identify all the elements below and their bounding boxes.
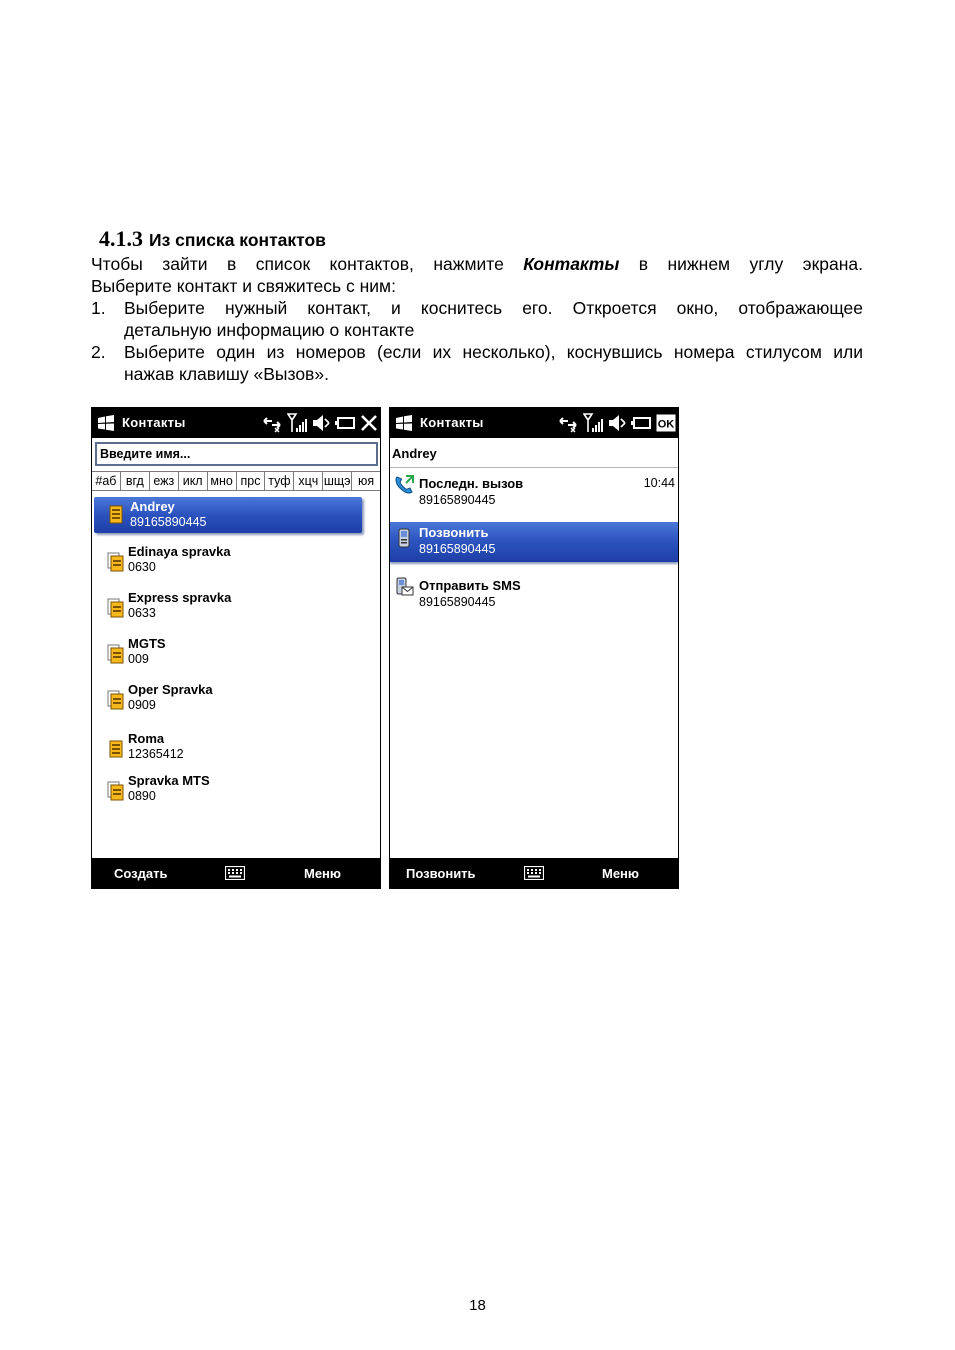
title-bar [390, 408, 678, 438]
list-text-cont: детальную информацию о контакте [124, 320, 415, 340]
call-softkey[interactable]: Позвонить [406, 866, 476, 881]
alpha-tab[interactable]: #аб [92, 472, 121, 490]
section-heading [99, 226, 326, 252]
alpha-tab[interactable]: юя [358, 474, 375, 488]
contact-item[interactable] [92, 731, 380, 771]
alpha-tab[interactable]: вгд [121, 472, 150, 490]
contact-card-icon [108, 505, 126, 525]
last-call-row[interactable] [390, 469, 678, 509]
contact-name: Express spravka [128, 590, 232, 605]
connectivity-icon[interactable] [262, 413, 282, 433]
contact-name: Andrey [130, 499, 175, 514]
sms-label: Отправить SMS [419, 578, 521, 593]
section-number: 4.1.3 [99, 226, 143, 251]
contact-card-icon [107, 690, 125, 710]
keyboard-icon[interactable] [225, 866, 245, 880]
connectivity-icon[interactable] [558, 413, 578, 433]
alpha-tab[interactable]: ежз [150, 472, 179, 490]
contact-name: Edinaya spravka [128, 544, 231, 559]
volume-muted-icon[interactable] [608, 413, 626, 433]
soft-key-bar [92, 858, 380, 888]
call-label: Позвонить [419, 525, 489, 540]
contact-phone: 89165890445 [130, 515, 207, 529]
mobile-phone-icon [393, 527, 415, 549]
contact-item[interactable] [92, 636, 380, 676]
contact-name: Oper Spravka [128, 682, 213, 697]
contacts-list-screen [91, 407, 381, 889]
contact-card-icon [107, 781, 125, 801]
windows-start-icon[interactable] [395, 415, 413, 431]
title-bar [92, 408, 380, 438]
intro-text: Чтобы зайти в список контактов, нажмите [91, 254, 524, 274]
list-number: 1. [91, 298, 106, 318]
close-icon[interactable] [360, 414, 378, 432]
page-number: 18 [469, 1297, 486, 1314]
app-title: Контакты [420, 415, 484, 430]
list-number: 2. [91, 342, 106, 362]
keyboard-icon[interactable] [524, 866, 544, 880]
contact-card-icon [107, 598, 125, 618]
menu-softkey[interactable]: Меню [602, 866, 640, 881]
divider [390, 467, 678, 468]
list-text-cont: нажав клавишу «Вызов». [124, 364, 329, 384]
app-title: Контакты [122, 415, 186, 430]
call-row-selected[interactable] [390, 522, 678, 562]
alpha-tab[interactable]: хцч [294, 472, 323, 490]
contact-item[interactable] [92, 773, 380, 813]
call-phone: 89165890445 [419, 542, 496, 556]
last-call-phone: 89165890445 [419, 493, 496, 507]
contact-card-icon [107, 644, 125, 664]
contact-card-icon [107, 739, 125, 759]
sms-phone: 89165890445 [419, 595, 496, 609]
contact-name-header: Andrey [392, 446, 437, 461]
contact-phone: 0909 [128, 698, 156, 712]
alphabet-filter-bar [92, 471, 380, 491]
soft-key-bar [390, 858, 678, 888]
contact-phone: 009 [128, 652, 149, 666]
volume-muted-icon[interactable] [312, 413, 330, 433]
intro-line-2: Выберите контакт и свяжитесь с ним: [91, 276, 396, 296]
list-text: Выберите нужный контакт, и коснитесь его. Откроется окно, отображающее [124, 298, 863, 318]
battery-icon[interactable] [631, 413, 651, 433]
intro-text-after: в нижнем углу экрана. [619, 254, 863, 274]
contact-phone: 0630 [128, 560, 156, 574]
contact-phone: 12365412 [128, 747, 184, 761]
contact-item[interactable] [92, 544, 380, 584]
signal-strength-icon[interactable] [583, 413, 603, 433]
contact-phone: 0633 [128, 606, 156, 620]
contact-item[interactable] [92, 590, 380, 630]
contact-name: MGTS [128, 636, 166, 651]
alpha-tab[interactable]: прс [237, 472, 266, 490]
windows-start-icon[interactable] [97, 415, 115, 431]
last-call-label: Последн. вызов [419, 476, 524, 491]
list-text: Выберите один из номеров (если их несколько), коснувшись номера стилусом или [124, 342, 863, 362]
contact-item[interactable] [92, 682, 380, 722]
alpha-tab[interactable]: мно [208, 472, 237, 490]
phone-handset-icon [393, 474, 415, 496]
battery-icon[interactable] [335, 413, 355, 433]
ok-label: OK [657, 418, 675, 431]
contact-name: Spravka MTS [128, 773, 210, 788]
contact-item-selected[interactable] [94, 497, 362, 533]
contact-detail-screen [389, 407, 679, 889]
intro-line-1 [91, 253, 863, 275]
contact-name: Roma [128, 731, 165, 746]
last-call-time: 10:44 [643, 476, 675, 490]
alpha-tab[interactable]: шщэ [323, 474, 351, 488]
search-input[interactable]: Введите имя... [95, 442, 378, 466]
section-title: Из списка контактов [149, 230, 326, 250]
contact-phone: 0890 [128, 789, 156, 803]
intro-emphasis: Контакты [523, 254, 620, 274]
create-softkey[interactable]: Создать [114, 866, 168, 881]
signal-strength-icon[interactable] [287, 413, 307, 433]
alpha-tab[interactable]: икл [179, 472, 208, 490]
sms-message-icon [393, 576, 415, 598]
ok-button[interactable] [656, 414, 676, 432]
send-sms-row[interactable] [390, 571, 678, 611]
menu-softkey[interactable]: Меню [304, 866, 342, 881]
contact-card-icon [107, 552, 125, 572]
alpha-tab[interactable]: туф [265, 472, 294, 490]
